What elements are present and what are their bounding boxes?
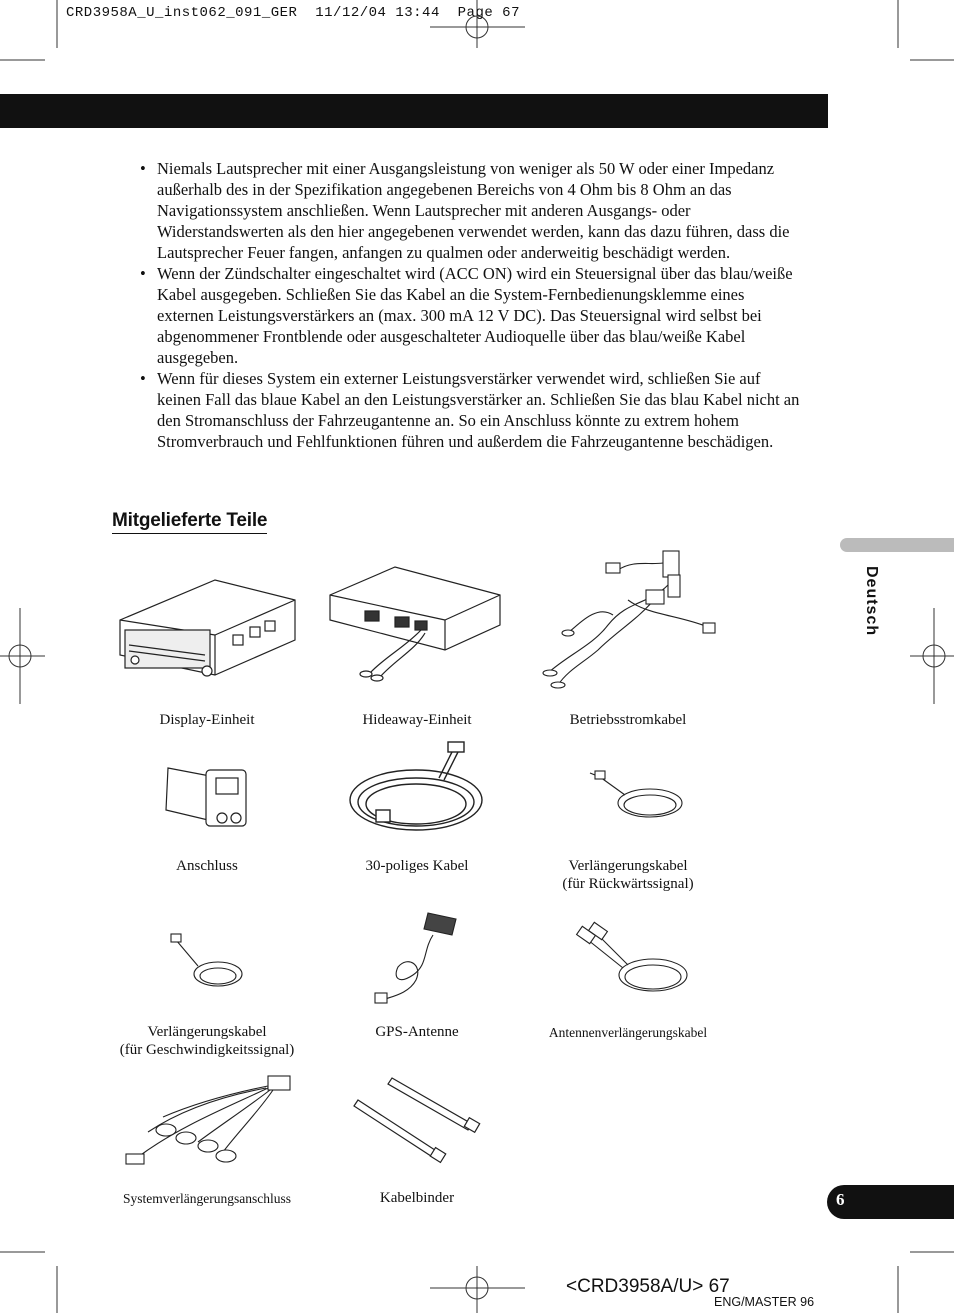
- language-tab-bar: [840, 538, 954, 552]
- cable-tie-icon: [352, 1072, 484, 1172]
- warning-item: • Wenn für dieses System ein externer Leistungsverstärker verwendet wird, schließen Sie auf keinen Fall das blaue Kabel an den Leistungsverstärker an. Schließen Sie das blau Kabel nicht an den Stromanschluss der Fahrzeugantenne an. So ein Anschluss könnte zu extrem hohem Stromverbrauch und Fehlfunktionen führen und außerdem die Fahrzeugantenne beschädigen.: [140, 368, 802, 452]
- part-caption: Anschluss: [176, 858, 238, 874]
- warning-item: • Wenn der Zündschalter eingeschaltet wird (ACC ON) wird ein Steuersignal über das blau/weiße Kabel ausgegeben. Schließen Sie das Kabel an die System-Fernbedienungsklemme eines externen Leistungsverstärkers an (max. 300 mA 12 V DC). Das Steuersignal wird selbst bei abgenommener Frontblende oder ausgeschalteter Audioquelle über das blau/weiße Kabel ausgegeben.: [140, 263, 802, 368]
- page-number-tab: [827, 1185, 954, 1219]
- part-caption: Hideaway-Einheit: [362, 712, 472, 728]
- system-extension-connector-icon: [118, 1072, 298, 1172]
- gps-antenna-icon: [368, 905, 463, 1010]
- language-tab-label: Deutsch: [863, 566, 880, 637]
- print-slug: CRD3958A_U_inst062_091_GER 11/12/04 13:44 Page 67: [66, 5, 520, 21]
- part-caption: Antennenverlängerungskabel: [548, 1025, 708, 1040]
- footer-code: <CRD3958A/U> 67: [566, 1276, 730, 1297]
- display-unit-icon: [115, 575, 300, 680]
- reverse-extension-cable-icon: [585, 765, 690, 827]
- part-caption: Verlängerungskabel: [568, 858, 688, 874]
- part-caption: Systemverlängerungsanschluss: [123, 1191, 291, 1206]
- hideaway-unit-icon: [325, 565, 505, 685]
- speed-extension-cable-icon: [168, 930, 248, 995]
- connector-icon: [162, 760, 254, 832]
- power-cable-icon: [538, 545, 723, 690]
- part-caption: Display-Einheit: [159, 712, 255, 728]
- warning-list: [140, 158, 802, 452]
- part-caption: Betriebsstromkabel: [569, 712, 687, 728]
- page-number: 6: [836, 1190, 845, 1209]
- part-caption-sub: (für Geschwindigkeitssignal): [119, 1042, 295, 1058]
- part-caption: GPS-Antenne: [375, 1024, 459, 1040]
- part-caption: Verlängerungskabel: [147, 1024, 267, 1040]
- footer-master: ENG/MASTER 96: [714, 1295, 815, 1309]
- part-caption: 30-poliges Kabel: [365, 858, 469, 874]
- part-caption: Kabelbinder: [379, 1190, 455, 1206]
- 30-pin-cable-icon: [344, 740, 489, 845]
- section-title: Mitgelieferte Teile: [112, 510, 267, 534]
- header-bar: [0, 94, 828, 128]
- warning-item: • Niemals Lautsprecher mit einer Ausgangsleistung von weniger als 50 W oder einer Impedanz außerhalb des in der Spezifikation angegebenen Bereichs von 4 Ohm bis 8 Ohm an das Navigationssystem anschließen. Wenn Lautsprecher mit anderen Ausgangs- oder Widerstandswerten als den hier angegebenen verwendet werden, kann das dazu führen, dass die Lautsprecher Feuer fangen, anfangen zu qualmen oder anderweitig beschädigt werden.: [140, 158, 802, 263]
- antenna-extension-cable-icon: [568, 920, 693, 1005]
- part-caption-sub: (für Rückwärtssignal): [562, 876, 694, 892]
